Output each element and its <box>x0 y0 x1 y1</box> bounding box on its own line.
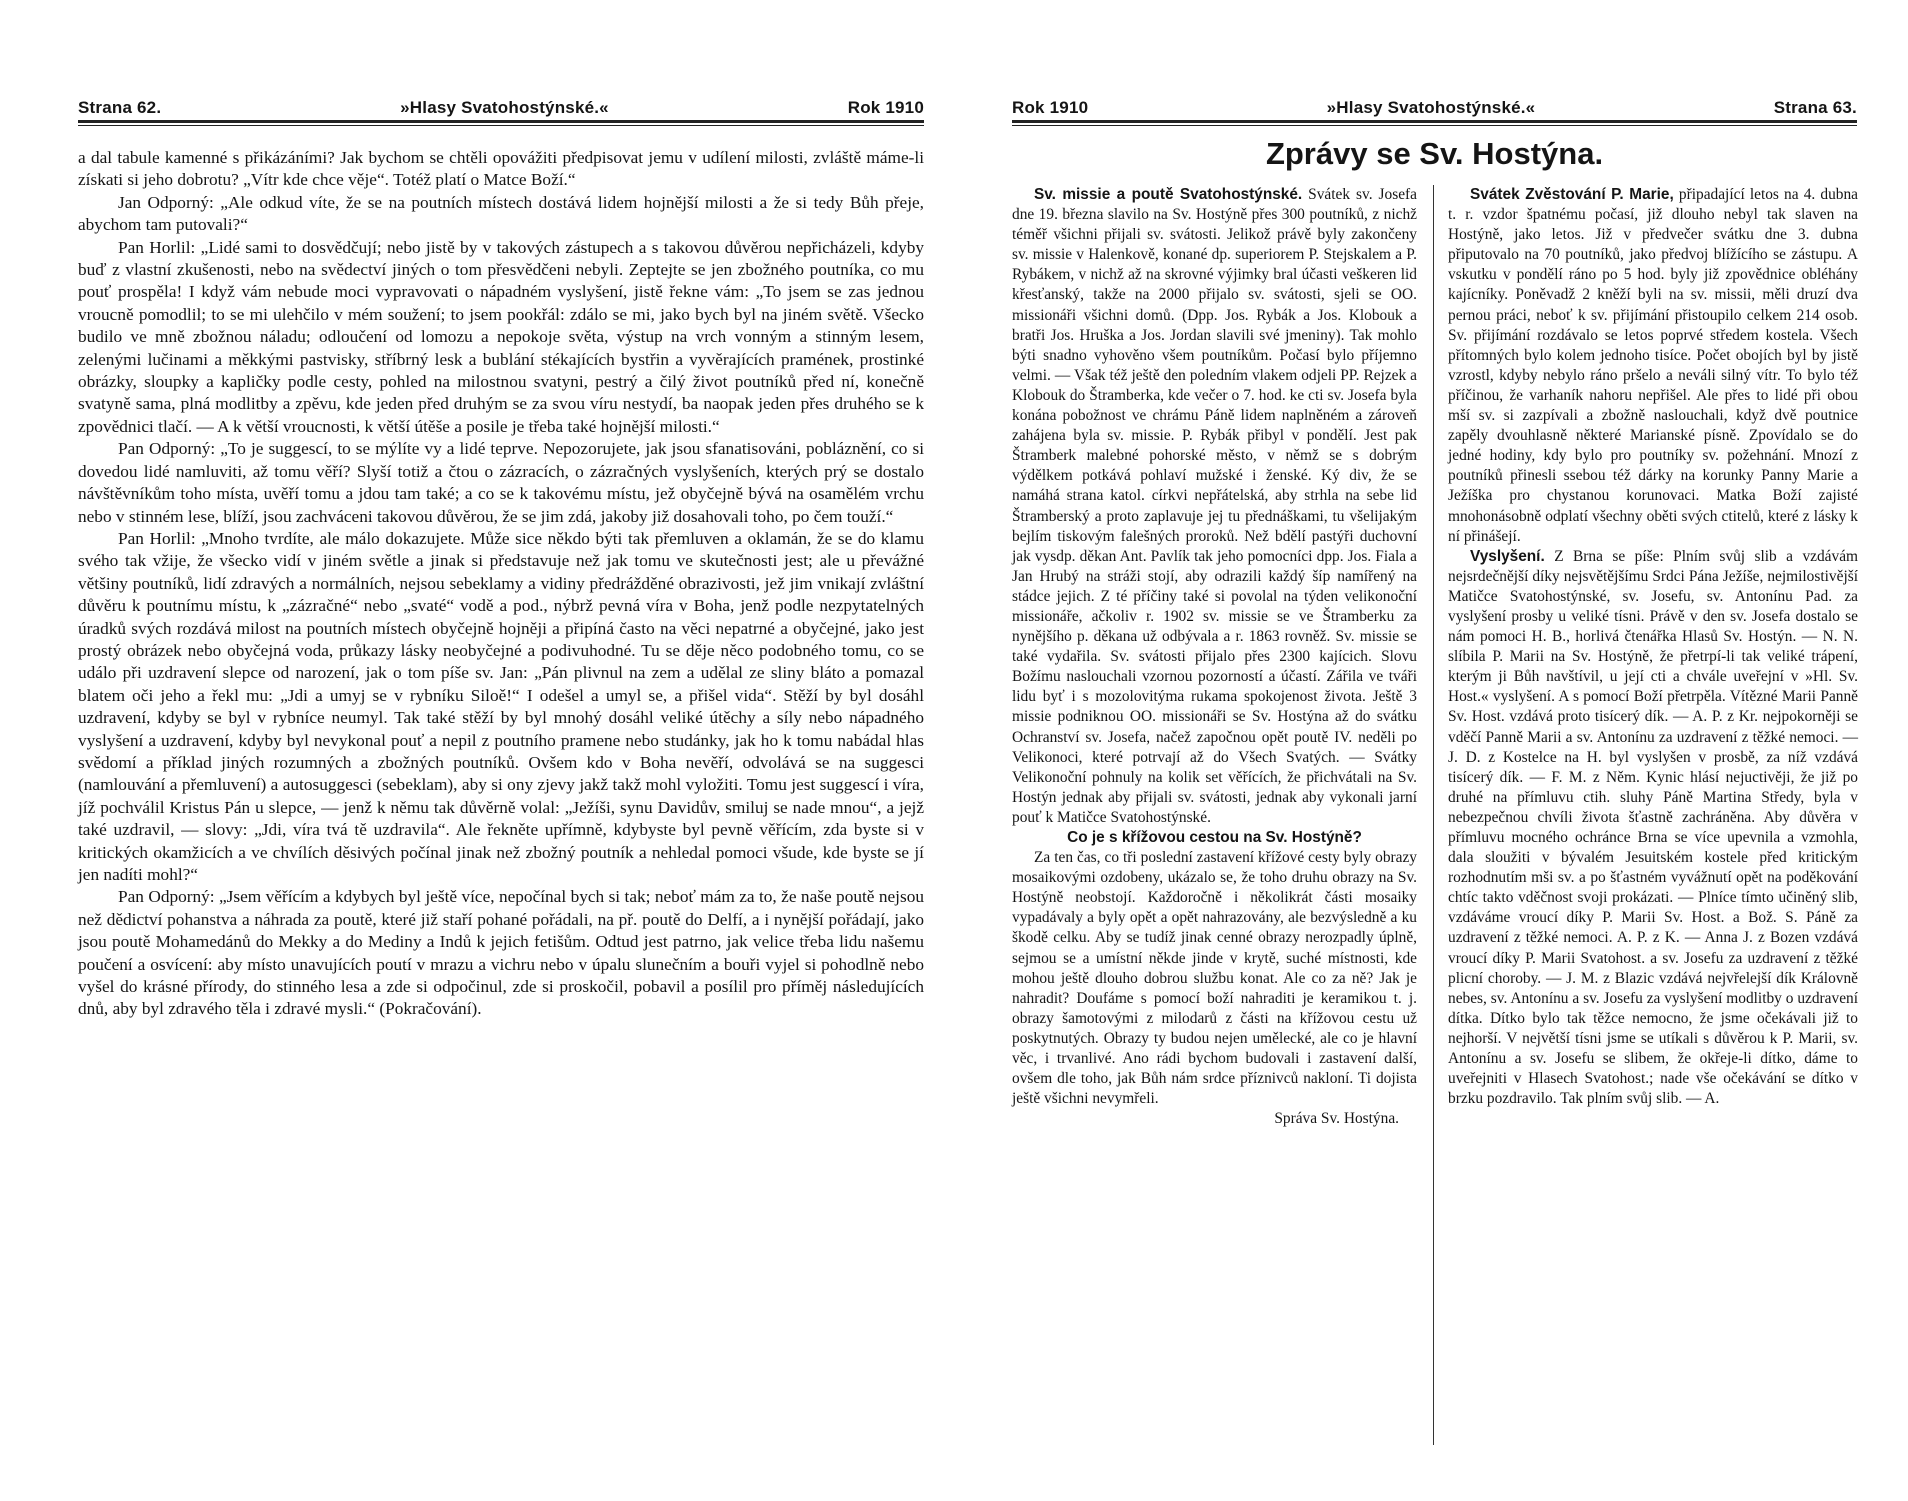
news-item <box>1448 185 1858 547</box>
signature: Správa Sv. Hostýna. <box>1274 1110 1399 1128</box>
paragraph: Pan Odporný: „To je suggescí, to se mýlíte vy a lidé teprve. Nepozorujete, jak jsou sfanatisováni, pobláznění, co si dovedou lidé namluviti, až tomu věří? Slyší totiž a čtou o zázracích, o zázračných vyslyšeních, kterých prý se dostalo návštěvníkům toho místa, uvěří tomu a jdou tam také; a co se k takovému místu, jež obyčejně bývá na osamělém vrchu nebo v stinném lese, blíží, jsou zachváceni takovou důvěrou, že se jim zdá, jakoby již dosahovali toho, po čem touží.“ <box>78 439 924 526</box>
right-running-header <box>1012 92 1857 118</box>
news-item-body: připadající letos na 4. dubna t. r. vzdor špatnému počasí, již dlouho nebyl tak slaven na Hostýně, jako letos. Již v předvečer svátku dne 3. dubna připutovalo na 70 poutníků, jako předvoj blížícího se zástupu. A vskutku v pondělí ráno po 5 hod. byly již zpovědnice obléhány kajícníky. Poněvadž 2 kněží byli na sv. missii, měli druzí dva pernou práci, neboť k sv. přijímání přistoupilo celkem 214 osob. Sv. přijímání rozdávalo se letos poprvé středem kostela. Všech přítomných bylo kolem jednoho tisíce. Počet obojích byl by jistě vzrostl, kdyby nebylo ráno pršelo a neváli silný vítr. To bylo též příčinou, že varhaník nahoru nepřišel. Ale přes to lidé při obou mší sv. si zazpívali a zbožně naslouchali, když dvě poutnice zapěly dvouhlasně některé Marianské písně. Zpovídalo se do jedné hodiny, kdy bylo pro poutníky sv. požehnání. Mnozí z poutníků přinesli ssebou též dárky na korunky Panny Marie a Ježíška pro chystanou korunovaci. Matka Boží zajisté mnohonásobně odplatí všechny oběti svých ctitelů, které z lásky k ní přinášejí. <box>1448 186 1858 545</box>
dialogue-article <box>78 147 924 1021</box>
paragraph: Pan Odporný: „Jsem věřícím a kdybych byl ještě více, nepočínal bych si tak; neboť mám za to, že naše poutě nejsou než dědictví pohanstva a náhrada za poutě, které již staří pohané pořádali, na př. poutě do Delfí, a i nynější pořádají, jako jsou poutě Mohamedánů do Mekky a do Mediny a Indů k jejich fetišům. Odtud jest patrno, jak velice třeba lidu našemu poučení a osvícení: aby místo unavujících poutí v mrazu a vichru nebo v úpalu slunečním a bouři vyjel si pohodlně nebo vyšel do krásné přírody, do stinného lesa a zde si odpočinul, zde si proskočil, pobavil a posílil pro příměj následujících dnů, aby byl zdravého těla i zdravé mysli.“ (Pokračování). <box>78 887 924 1019</box>
left-page <box>78 0 924 1501</box>
paragraph: Pan Horlil: „Lidé sami to dosvědčují; nebo jistě by v takových zástupech a s takovou důvěrou nepřicházeli, kdyby buď z vlastní zkušenosti, nebo na svědectví jiných o tom přesvědčeni nebyli. Zeptejte se jen zbožného poutníka, co mu pouť prospěla! I když vám nebude moci vypravovati o nápadném vyslyšení, jistě řekne vám: „To jsem se zas jednou vroucně pomodlil; to se mi ulehčilo v mém soužení; to jsem pookřál: zdálo se mi, jako bych byl na jiném světě. Všecko budilo ve mně zbožnou náladu; odloučení od lomozu a nepokoje světa, výstup na vrch vonným a stinným lesem, zelenými lučinami a měkkými pastvisky, stříbrný lesk a bublání stékajících bystřin a vyvěrajících pramének, prostinké obrázky, sloupky a kapličky podle cesty, pohled na milostnou svatyni, pestrý a čilý život poutníků před ní, konečně svatyně sama, plná modlitby a zpěvu, kde jeden před druhým se za svou víru nestydí, ba naopak jeden přes druhého se k zpovědnici tlačí. — A k větší vroucnosti, k větší útěše a posile je třeba také hojnější milosti.“ <box>78 237 924 436</box>
news-item <box>1448 547 1858 1110</box>
news-item-body: Z Brna se píše: Plním svůj slib a vzdávám nejsrdečnější díky nejsvětějšímu Srdci Pána Ježíše, nejmilostivější Matičce Svatohostýnské, sv. Josefu, sv. Antonínu Pad. za vyslyšení prosby u veliké tísni. Právě v den sv. Josefa dostalo se nám pomoci H. B., horlivá čtenářka Hlasů Sv. Hostýn. — N. N. slíbila P. Marii na Sv. Hostýně, že přetrpí-li tak veliké trápení, kterým ji Bůh navštívil, u její cti a chvále uveřejní v »Hl. Sv. Host.« vyslyšení. A s pomocí Boží přetrpěla. Vítězné Marii Panně Sv. Host. vzdává proto tisícerý dík. — A. P. z Kr. nejpokorněji se vděčí Panně Marii a sv. Antonínu za uzdravení z těžké nemoci. — J. D. z Kostelce na H. byl vyslyšen v prosbě, za níž vzdává tisícerý dík. — F. M. z Něm. Kynic hlásí nejuctivěji, že již po druhé na přímluvu ctih. sluhy Páně Martina Středy, byla v nebezpečnou chvíli života šťastně zachráněna. Aby důvěra v přímluvu mocného ochránce Brna se více upevnila a vzmohla, dala sloužiti v bývalém Jesuitském kostele před kritickým rozhodnutím mši sv. a po šťastném vyvážnutí opět na poděkování chtíc takto vděčnost svoji prokázati. — Plníce tímto učiněný slib, vzdáváme vroucí díky P. Marii Sv. Host. a Bož. S. Páně za uzdravení z těžké nemoci. A. P. z K. — Anna J. z Bozen vzdává vroucí díky P. Marii Svatohost. a sv. Josefu za uzdravení z těžké plicní choroby. — J. M. z Blazic vzdává nejvřelejší dík Královně nebes, sv. Antonínu a sv. Josefu za vyslyšení modlitby o uzdravení dítka. Dítko bylo tak těžce nemocno, že jsme očekávali již to nejhorší. V největší tísni jsme se utíkali s důvěrou k P. Marii, sv. Antonínu a sv. Josefu se slibem, že okřeje-li dítko, dáme to uveřejniti v Hlasech Svatohost.; nade vše očekávání se dítko v brzku pozdravilo. Tak plním svůj slib. — A. <box>1448 547 1858 1108</box>
news-item-heading: Svátek Zvěstování P. Marie, <box>1470 186 1674 203</box>
journal-title: »Hlasy Svatohostýnské.« <box>400 98 609 117</box>
year-label: Rok 1910 <box>1012 98 1089 117</box>
news-item-heading: Co je s křížovou cestou na Sv. Hostýně? <box>1067 829 1362 846</box>
news-item-heading: Sv. missie a poutě Svatohostýnské. <box>1034 186 1303 203</box>
left-running-header <box>78 92 924 118</box>
news-column-right <box>1448 185 1858 1109</box>
news-item-body: Svátek sv. Josefa dne 19. března slavilo na Sv. Hostýně přes 300 poutníků, z nichž téměř všichni přijali sv. svátosti. Jelikož právě byly zakončeny sv. missie v Halenkově, konané dp. superiorem P. Stejskalem a P. Rybákem, v nichž až na skrovné výjimky bral účasti veškeren lid křesťanský, takže na 2000 přijalo sv. svátosti, sjeli se OO. missionáři všichni domů. (Dpp. Jos. Rybák a Jos. Klobouk a bratři Jos. Hruška a Jos. Jordan slavili své jmeniny). Tak mohlo býti snadno vyhověno všem poutníkům. Počasí bylo příjemno velmi. — Však též ještě den poledním vlakem odjeli PP. Rejzek a Klobouk do Štramberka, kde večer o 7. hod. ke cti sv. Josefa byla konána pobožnost ve chrámu Páně lidem naplněném a zároveň zahájena byla sv. missie. P. Rybák přibyl v pondělí. Jest pak Štramberk malebné pohorské město, v němž se s dobrým výdělkem potkává pohlaví mužské i ženské. Ký div, že se namáhá strana katol. církvi nepřátelská, aby strhla na sebe lid Štramberský a proto zaplavuje jej tu přednáškami, tu všelijakým bejlím tiskovým falešných proroků. Než bdělí pastýři duchovní jak vysdp. děkan Ant. Pavlík tak jeho pomocníci dpp. Jos. Fiala a Jan Hrubý na stráži stojí, aby odrazili každý šíp namířený na stádce jejich. Z té příčiny také si povolal na týden velikonoční missionáře, ačkoliv r. 1902 sv. missie se ve Štramberku za nynějšího p. děkana už odbývala a r. 1863 rovněž. Sv. missie se také vydařila. Sv. svátosti přijalo přes 2300 kajícich. Slovu Božímu naslouchali vzornou pozorností a účastí. Zářila ve tváři lidu byť i s mozolovitýma rukama spokojenost života. Ještě 3 missie podniknou OO. missionáři se Sv. Hostýna až do svátku Ochranství sv. Josefa, načež započnou opět poutě IV. neděli po Velikonoci, které potrvají až do Všech Svatých. — Svátky Velikonoční pohnuly na kolik set věřících, že přichvátali na Sv. Hostýn jednak aby přijali sv. svátosti, jednak aby vykonali jarní pouť k Matičce Svatohostýnské. <box>1012 186 1417 826</box>
journal-title: »Hlasy Svatohostýnské.« <box>1326 98 1536 117</box>
right-page <box>1012 0 1857 1501</box>
header-rule <box>78 120 924 123</box>
section-title: Zprávy se Sv. Hostýna. <box>1265 136 1604 171</box>
year-label: Rok 1910 <box>847 98 924 117</box>
column-divider <box>1433 185 1434 1445</box>
paragraph: Pan Horlil: „Mnoho tvrdíte, ale málo dokazujete. Může sice někdo býti tak přemluven a oklamán, že se do klamu svého tak vžije, že všecko vidí v jiném světle a jinak si představuje než jak tomu ve skutečnosti jest; ale u převážné většiny poutníků, lidí zdravých a normálních, nejsou sebeklamy a vidiny předrážděné obrazivosti, jež jim vnikají zvláštní důvěru k poutnímu místu, k „zázračné“ nebo „svaté“ vodě a pod., nýbrž pevná víra v Boha, jenž podle nezpytatelných úradků svých rozdává milost na poutních místech obyčejně hojněji a připíná často na věci nepatrné a obyčejné, jako jest prostý obrázek nebo obyčejná voda, průkazy lásky neobyčejné a podivuhodné. Tu se děje něco podobného tomu, co se událo při uzdravení slepce od narození, jak o tom píše sv. Jan: „Pán plivnul na zem a udělal ze sliny bláto a pomazal blatem oči jeho a řekl mu: „Jdi a umyj se v rybníku Siloě!“ I odešel a umyl se, a přišel vida“. Stěží by byl dosáhl uzdravení, kdyby se byl v rybníce neumyl. Tak také stěží by byl mnohý dosáhl veliké útěchy a síly nebo nápadného vyslyšení a uzdravení, kdyby byl nevykonal pouť a nepil z poutního pramene nebo studánky, jak ho k tomu nabádal hlas svědomí a příklad jiných rozumných a zbožných poutníků. Ovšem kdo v Boha nevěří, odvolává se na suggesci (namlouvání a přemluvení) a autosuggesci (sebeklam), aby si ony zjevy jakž takž mohl vyložiti. Tomu jest suggescí i víra, jíž pochválil Kristus Pán u slepce, — jenž k němu tak důvěrně volal: „Ježíši, synu Davidův, smiluj se nade mnou“, a jejž také uzdravil, — slovy: „Jdi, víra tvá tě uzdravila“. Ale řekněte upřímně, kdybyste byl pevně věřícím, zda byste si v kritických okamžicích a ve chvílích děsivých počínal jinak než zbožný poutník a nehledal pomoci všude, kde byste se jí jen nadíti mohl?“ <box>78 528 924 884</box>
news-item-heading: Vyslyšení. <box>1470 547 1545 565</box>
paragraph: Jan Odporný: „Ale odkud víte, že se na poutních místech dostává lidem hojnější milosti a že si tedy Bůh přeje, abychom tam putovali?“ <box>78 192 924 235</box>
news-item-body: Za ten čas, co tři poslední zastavení křížové cesty byly obrazy mosaikovými ozdobeny, ukázalo se, že toho druhu obrazy na Sv. Hostýně neobstojí. Každoročně i několikrát části mosaiky vypadávaly a byly opět a opět nahrazovány, ale bezvýsledně a ku škodě celku. Aby se tudíž jinak cenné obrazy nerozpadly úplně, sejmou se a umístní někde jinde v krytě, suché místnosti, kde mohou ještě dlouho dobrou službu konat. Ale co za ně? Jak je nahradit? Doufáme s pomocí boží nahraditi je keramikou t. j. obrazy šamotovými z milodarů z části na křížovou cestu už poskytnutých. Obrazy ty budou nejen umělecké, ale co je hlavní věc, i trvanlivé. Ano rádi bychom budovali i zastavení další, ovšem dle toho, jak Bůh nám srdce příznivců nakloní. Ti dojista ještě všichni nevymřeli. <box>1012 849 1417 1108</box>
page-number: Strana 62. <box>78 98 162 117</box>
news-item <box>1012 185 1417 828</box>
news-column-left <box>1012 185 1417 1129</box>
paragraph: a dal tabule kamenné s přikázáními? Jak bychom se chtěli opovážiti předpisovat jemu v udílení milosti, zvláště máme-li získati si jeho dobrotu? „Vítr kde chce věje“. Totéž platí o Matce Boží.“ <box>78 148 924 190</box>
header-rule <box>1012 120 1857 123</box>
page-number: Strana 63. <box>1773 98 1857 117</box>
